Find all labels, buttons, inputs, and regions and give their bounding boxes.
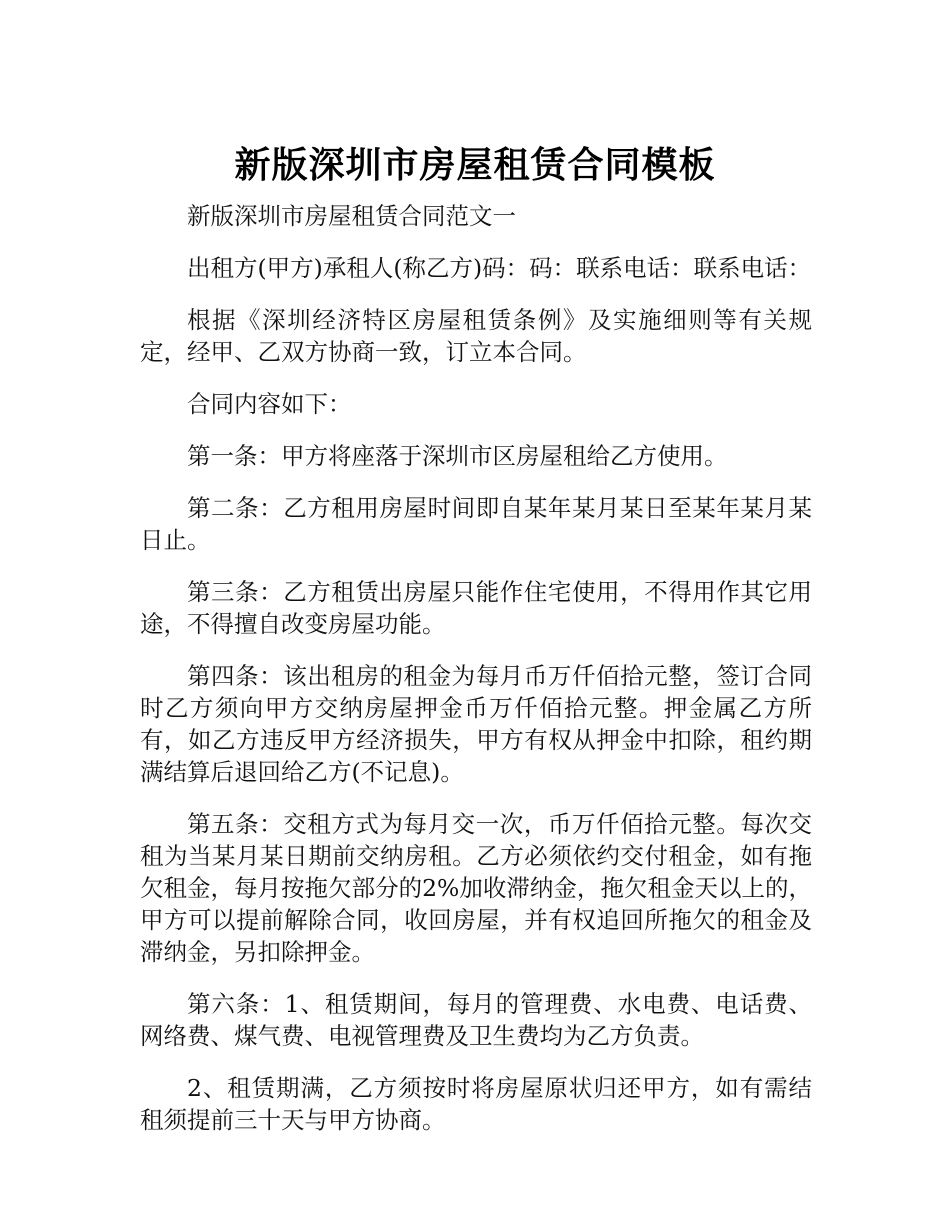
- document-title: 新版深圳市房屋租赁合同模板: [234, 145, 716, 187]
- paragraph-article-1: 第一条：甲方将座落于深圳市区房屋租给乙方使用。: [187, 442, 728, 470]
- document-body: [140, 200, 812, 1156]
- paragraph-article-3: 第三条：乙方租赁出房屋只能作住宅使用，不得用作其它用途，不得擅自改变房屋功能。: [140, 578, 812, 638]
- paragraph-contents-intro: 合同内容如下：: [187, 390, 352, 418]
- paragraph-intro-heading: 新版深圳市房屋租赁合同范文一: [187, 202, 516, 230]
- paragraph-legal-basis: 根据《深圳经济特区房屋租赁条例》及实施细则等有关规定，经甲、乙双方协商一致，订立本合同。: [140, 306, 812, 366]
- paragraph-article-4: 第四条：该出租房的租金为每月币万仟佰拾元整，签订合同时乙方须向甲方交纳房屋押金币万仟佰拾元整。押金属乙方所有，如乙方违反甲方经济损失，甲方有权从押金中扣除，租约期满结算后退回给乙方(不记息)。: [140, 662, 812, 786]
- paragraph-parties: 出租方(甲方)承租人(称乙方)码：码：联系电话：联系电话：: [187, 254, 812, 282]
- paragraph-article-6-item-1: 第六条：1、租赁期间，每月的管理费、水电费、电话费、网络费、煤气费、电视管理费及卫生费均为乙方负责。: [140, 990, 812, 1050]
- paragraph-article-6-item-2: 2、租赁期满，乙方须按时将房屋原状归还甲方，如有需结租须提前三十天与甲方协商。: [140, 1074, 812, 1134]
- paragraph-article-2: 第二条：乙方租用房屋时间即自某年某月某日至某年某月某日止。: [140, 494, 812, 554]
- paragraph-article-5: 第五条：交租方式为每月交一次，币万仟佰拾元整。每次交租为当某月某日期前交纳房租。乙方必须依约交付租金，如有拖欠租金，每月按拖欠部分的2%加收滞纳金，拖欠租金天以上的，甲方可以提前解除合同，收回房屋，并有权追回所拖欠的租金及滞纳金，另扣除押金。: [140, 810, 812, 966]
